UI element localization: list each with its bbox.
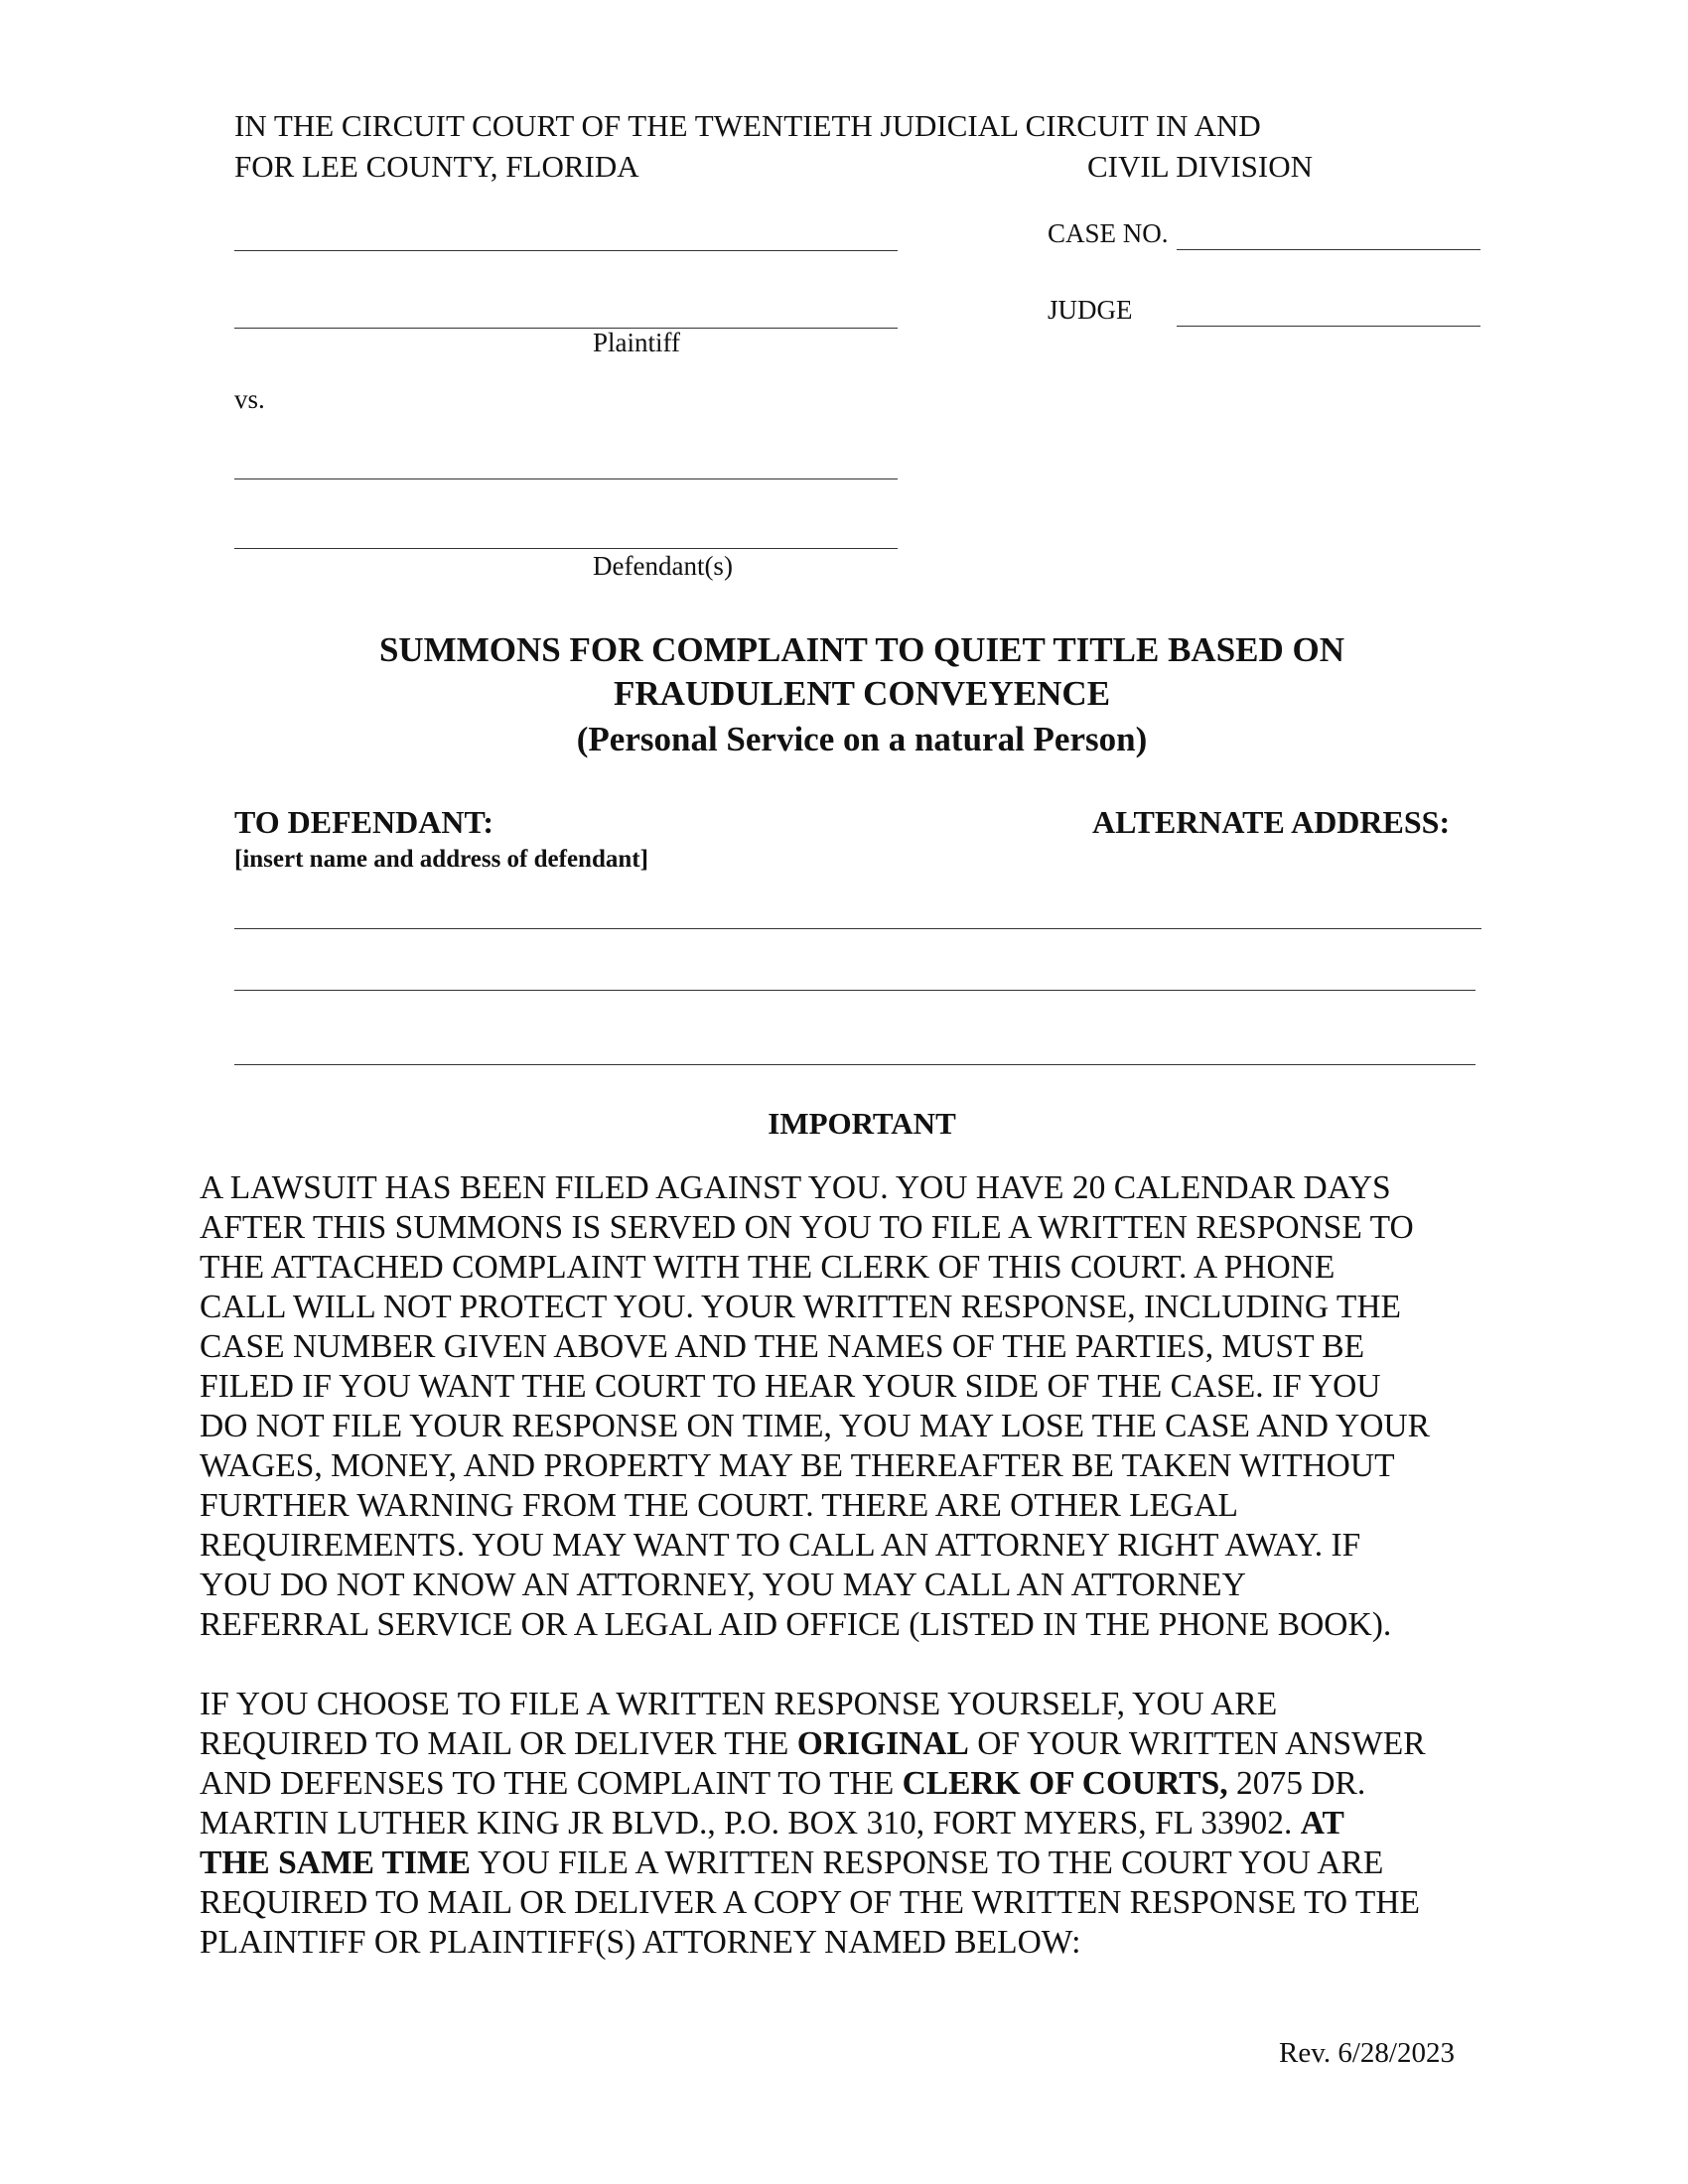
original-emphasis: ORIGINAL: [796, 1725, 969, 1762]
judge-label: JUDGE: [1048, 295, 1133, 325]
defendant-name-line-2[interactable]: [234, 548, 898, 549]
notice-line: PLAINTIFF OR PLAINTIFF(S) ATTORNEY NAMED BELOW:: [200, 1924, 1081, 1961]
document-subtitle: (Personal Service on a natural Person): [576, 720, 1148, 758]
revision-date: Rev. 6/28/2023: [1279, 2037, 1455, 2069]
to-defendant-label: TO DEFENDANT:: [234, 804, 494, 840]
notice-paragraph-2: [200, 1685, 1510, 1963]
notice-paragraph-1: [200, 1168, 1510, 1645]
notice-line: DO NOT FILE YOUR RESPONSE ON TIME, YOU MAY LOSE THE CASE AND YOUR: [200, 1408, 1430, 1444]
vs-label: vs.: [234, 384, 265, 414]
court-heading-line1: IN THE CIRCUIT COURT OF THE TWENTIETH JUDICIAL CIRCUIT IN AND: [234, 108, 1261, 143]
document-title-line1: SUMMONS FOR COMPLAINT TO QUIET TITLE BASED ON: [378, 630, 1345, 669]
notice-line: WAGES, MONEY, AND PROPERTY MAY BE THEREAFTER BE TAKEN WITHOUT: [200, 1447, 1395, 1484]
division-label: CIVIL DIVISION: [1087, 149, 1314, 184]
alternate-address-label: ALTERNATE ADDRESS:: [1092, 804, 1451, 840]
document-title-line2: FRAUDULENT CONVEYENCE: [613, 674, 1111, 713]
plaintiff-name-line-1[interactable]: [234, 250, 898, 251]
notice-line: MARTIN LUTHER KING JR BLVD., P.O. BOX 310, FORT MYERS, FL 33902. AT: [200, 1805, 1344, 1842]
notice-line: THE ATTACHED COMPLAINT WITH THE CLERK OF THIS COURT. A PHONE: [200, 1249, 1336, 1286]
same-time-emphasis: THE SAME TIME: [200, 1844, 472, 1881]
judge-line[interactable]: [1177, 326, 1480, 327]
defendant-address-line-1[interactable]: [234, 928, 1481, 929]
important-heading: IMPORTANT: [768, 1106, 956, 1141]
notice-line: CALL WILL NOT PROTECT YOU. YOUR WRITTEN RESPONSE, INCLUDING THE: [200, 1289, 1401, 1325]
notice-line: REFERRAL SERVICE OR A LEGAL AID OFFICE (LISTED IN THE PHONE BOOK).: [200, 1606, 1392, 1643]
insert-defendant-note: [insert name and address of defendant]: [234, 846, 648, 873]
notice-line: REQUIREMENTS. YOU MAY WANT TO CALL AN ATTORNEY RIGHT AWAY. IF: [200, 1527, 1361, 1564]
notice-line: FURTHER WARNING FROM THE COURT. THERE ARE OTHER LEGAL: [200, 1487, 1238, 1524]
defendant-address-line-3[interactable]: [234, 1064, 1476, 1065]
notice-line: A LAWSUIT HAS BEEN FILED AGAINST YOU. YOU HAVE 20 CALENDAR DAYS: [200, 1169, 1391, 1206]
plaintiff-label: Plaintiff: [593, 328, 681, 357]
clerk-of-courts-emphasis: CLERK OF COURTS,: [902, 1765, 1228, 1802]
notice-line: IF YOU CHOOSE TO FILE A WRITTEN RESPONSE YOURSELF, YOU ARE: [200, 1686, 1278, 1722]
notice-line: CASE NUMBER GIVEN ABOVE AND THE NAMES OF THE PARTIES, MUST BE: [200, 1328, 1365, 1365]
case-no-label: CASE NO.: [1048, 218, 1169, 248]
defendant-name-line-1[interactable]: [234, 478, 898, 479]
notice-line: YOU DO NOT KNOW AN ATTORNEY, YOU MAY CALL AN ATTORNEY: [200, 1567, 1246, 1603]
defendant-address-line-2[interactable]: [234, 990, 1476, 991]
court-heading-line2: FOR LEE COUNTY, FLORIDA: [234, 149, 639, 184]
case-no-line[interactable]: [1177, 249, 1480, 250]
notice-line: REQUIRED TO MAIL OR DELIVER A COPY OF THE WRITTEN RESPONSE TO THE: [200, 1884, 1421, 1921]
notice-line: THE SAME TIME YOU FILE A WRITTEN RESPONSE TO THE COURT YOU ARE: [200, 1844, 1384, 1881]
notice-line: REQUIRED TO MAIL OR DELIVER THE ORIGINAL OF YOUR WRITTEN ANSWER: [200, 1725, 1426, 1762]
plaintiff-name-line-2[interactable]: [234, 328, 898, 329]
notice-line: AFTER THIS SUMMONS IS SERVED ON YOU TO FILE A WRITTEN RESPONSE TO: [200, 1209, 1414, 1246]
defendant-label: Defendant(s): [593, 551, 733, 581]
notice-line: AND DEFENSES TO THE COMPLAINT TO THE CLERK OF COURTS, 2075 DR.: [200, 1765, 1366, 1802]
notice-line: FILED IF YOU WANT THE COURT TO HEAR YOUR SIDE OF THE CASE. IF YOU: [200, 1368, 1381, 1405]
